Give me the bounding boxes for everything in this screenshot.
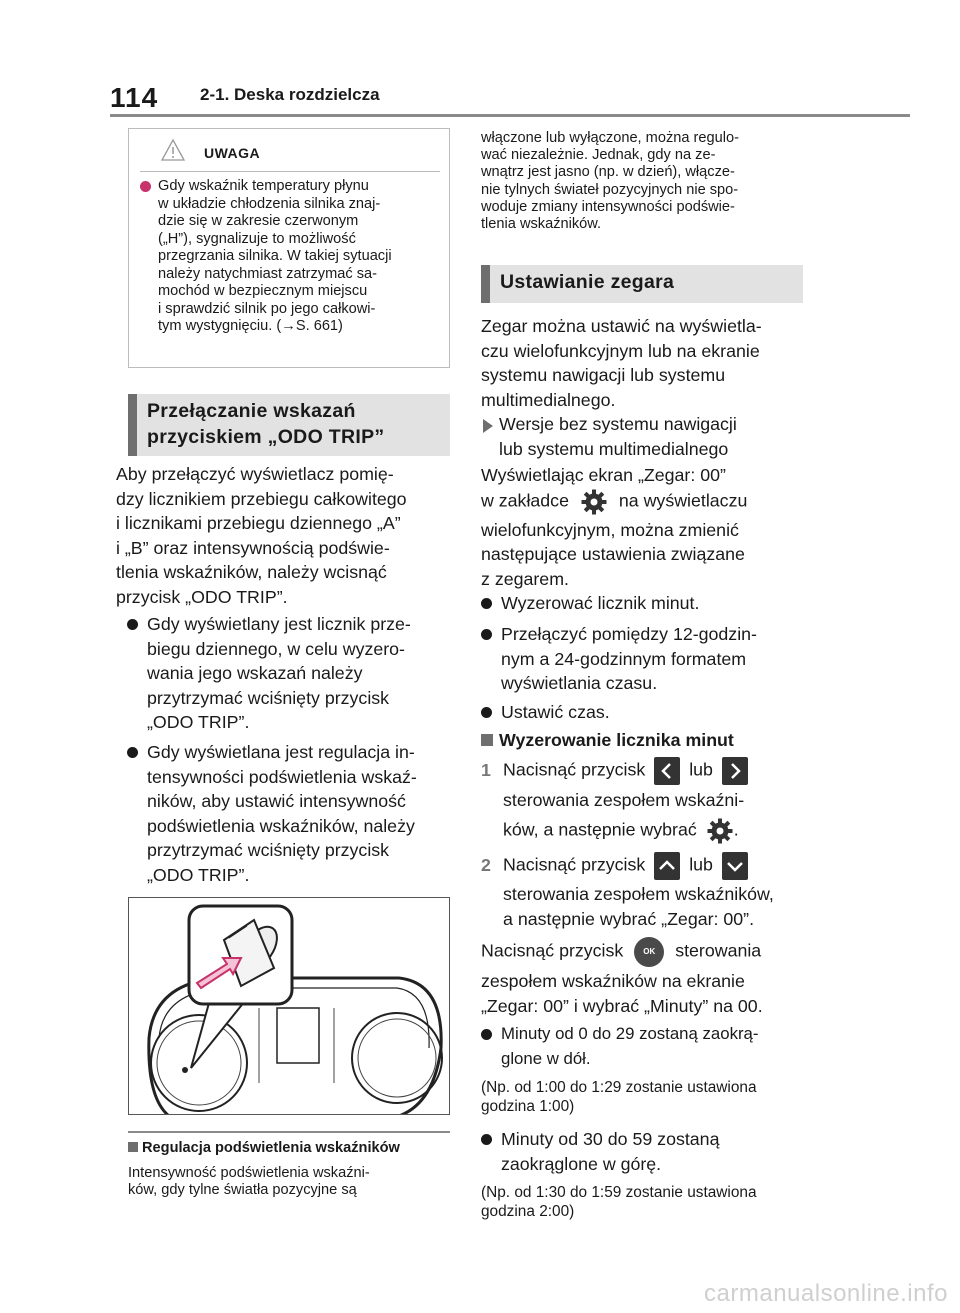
step-line: sterowania zespołem wskaźni- — [503, 790, 745, 810]
step-text: lub — [689, 854, 713, 875]
description-text: na wyświetlaczu — [618, 490, 748, 511]
description-text: w zakładce — [481, 490, 569, 511]
bullet-line: podświetlenia wskaźników, należy — [147, 815, 415, 836]
bullet-line: tensywności podświetlenia wskaź- — [147, 766, 417, 787]
warning-line: należy natychmiast zatrzymać sa- — [158, 265, 377, 282]
step-number: 1 — [481, 760, 491, 780]
warning-header — [140, 138, 440, 166]
step-text: Nacisnąć przycisk — [503, 854, 646, 875]
bullet-dot — [127, 747, 138, 758]
bullet-line: biegu dziennego, w celu wyzero- — [147, 638, 405, 659]
warning-label: UWAGA — [204, 145, 261, 161]
warning-line: w układzie chłodzenia silnika znaj- — [158, 195, 381, 212]
bullet-line: zaokrąglone w górę. — [501, 1153, 662, 1174]
warning-bullet — [140, 181, 151, 192]
warning-line: („H”), sygnalizuje to możliwość — [158, 230, 356, 247]
odo-bullet-brightness — [127, 740, 457, 888]
odo-bullet-reset — [127, 612, 457, 735]
odo-heading — [128, 394, 450, 456]
round-up-bullet — [481, 1127, 811, 1176]
variant-line: Wersje bez systemu nawigacji — [499, 414, 737, 434]
bullet-line: „ODO TRIP”. — [147, 864, 250, 885]
odo-intro-line: tlenia wskaźników, należy wcisnąć — [116, 562, 387, 583]
step-2 — [503, 852, 823, 931]
clock-heading-text: Ustawianie zegara — [500, 271, 675, 293]
odo-heading-line: Przełączanie wskazań — [147, 400, 356, 422]
brightness-line: ków, gdy tylne światła pozycyjne są — [128, 1182, 357, 1199]
bullet-dot — [481, 1134, 492, 1145]
bullet-line: wania jego wskazań należy — [147, 663, 363, 684]
bullet-line: przytrzymać wciśnięty przycisk — [147, 687, 390, 708]
gear-icon — [706, 817, 734, 845]
header-divider — [110, 114, 910, 117]
bullet-line: Gdy wyświetlana jest regulacja in- — [147, 742, 415, 762]
description-line: Wyświetlając ekran „Zegar: 00” — [481, 465, 726, 485]
square-bullet — [481, 734, 493, 746]
brightness-line: wnątrz jest jasno (np. w dzień), włącze- — [481, 164, 735, 181]
brightness-heading-text: Regulacja podświetlenia wskaźników — [142, 1140, 400, 1156]
warning-line: mochód w bezpiecznym miejscu — [158, 283, 368, 299]
bullet-line: Przełączyć pomiędzy 12-godzin- — [501, 624, 757, 644]
brightness-line: Intensywność podświetlenia wskaźni- — [128, 1165, 370, 1181]
clock-intro-line: systemu nawigacji lub systemu — [481, 365, 726, 386]
press-line: zespołem wskaźników na ekranie — [481, 971, 745, 991]
odo-intro-line: przycisk „ODO TRIP”. — [116, 586, 288, 607]
watermark: carmanualsonline.info — [704, 1280, 948, 1307]
step-text: ków, a następnie wybrać — [503, 819, 697, 840]
clock-intro-line: multimedialnego. — [481, 389, 616, 410]
section-title: 2-1. Deska rozdzielcza — [200, 85, 380, 104]
description-line: z zegarem. — [481, 568, 569, 589]
note-line: godzina 2:00) — [481, 1203, 575, 1220]
gear-icon — [580, 488, 608, 516]
clock-heading — [481, 265, 803, 303]
step-line — [503, 852, 823, 882]
step-line: a następnie wybrać „Zegar: 00”. — [503, 908, 755, 929]
odo-intro-line: i licznikami przebiegu dziennego „A” — [116, 513, 401, 534]
odo-intro-line: Aby przełączyć wyświetlacz pomię- — [116, 464, 394, 484]
round-up-note — [481, 1183, 811, 1221]
warning-line: i sprawdzić silnik po jego całkowi- — [158, 300, 376, 317]
odo-intro — [116, 462, 456, 610]
instrument-cluster-figure — [128, 897, 450, 1115]
right-arrow-key-icon — [722, 757, 748, 785]
press-ok-instruction — [481, 937, 821, 1018]
step-number: 2 — [481, 855, 491, 875]
step-text: lub — [689, 759, 713, 780]
step-line — [503, 817, 823, 849]
step-line: sterowania zespołem wskaźników, — [503, 884, 774, 904]
clock-intro — [481, 314, 821, 412]
bullet-line: ników, aby ustawić intensywność — [147, 791, 406, 812]
step-line — [503, 757, 823, 787]
bullet-line: Minuty od 0 do 29 zostaną zaokrą- — [501, 1024, 759, 1043]
clock-variant — [499, 412, 819, 461]
bullet-line: nym a 24-godzinnym formatem — [501, 648, 747, 669]
up-arrow-key-icon — [654, 852, 680, 880]
clock-description — [481, 463, 821, 591]
note-line: (Np. od 1:00 do 1:29 zostanie ustawiona — [481, 1079, 757, 1096]
brightness-text — [128, 1165, 458, 1199]
bullet-dot — [481, 598, 492, 609]
step-1 — [503, 757, 823, 849]
warning-line: przegrzania silnika. W takiej sytuacji — [158, 248, 392, 264]
reset-minutes-heading — [481, 730, 734, 751]
clock-option-format — [481, 622, 811, 696]
warning-line: dzie się w zakresie czerwonym — [158, 213, 359, 229]
down-arrow-key-icon — [722, 852, 748, 880]
brightness-continued — [481, 130, 811, 233]
square-bullet — [128, 1142, 138, 1152]
reset-minutes-heading-text: Wyzerowanie licznika minut — [499, 730, 734, 750]
warning-triangle-icon — [160, 138, 186, 162]
bullet-dot — [127, 619, 138, 630]
bullet-line: „ODO TRIP”. — [147, 712, 250, 733]
bullet-line: glone w dół. — [501, 1048, 591, 1068]
brightness-heading — [128, 1140, 400, 1156]
brightness-line: tlenia wskaźników. — [481, 216, 602, 233]
brightness-line: włączone lub wyłączone, można regulo- — [481, 130, 739, 146]
press-line — [481, 937, 821, 969]
warning-text — [140, 178, 445, 336]
bullet-dot — [481, 1029, 492, 1040]
press-line: „Zegar: 00” i wybrać „Minuty” na 00. — [481, 995, 763, 1016]
round-down-bullet — [481, 1022, 811, 1071]
clock-option-set-time — [481, 700, 811, 725]
warning-line: tym wystygnięciu. (→S. 661) — [158, 318, 343, 334]
brightness-line: nie tylnych świateł pozycyjnych nie spo- — [481, 181, 739, 198]
step-text: Nacisnąć przycisk — [503, 759, 646, 780]
clock-intro-line: Zegar można ustawić na wyświetla- — [481, 316, 762, 336]
brightness-line: woduje zmiany intensywności podświe- — [481, 198, 735, 215]
warning-line: Gdy wskaźnik temperatury płynu — [158, 178, 369, 194]
clock-intro-line: czu wielofunkcyjnym lub na ekranie — [481, 340, 760, 361]
bullet-line: przytrzymać wciśnięty przycisk — [147, 840, 390, 861]
description-line — [481, 488, 821, 518]
note-line: godzina 1:00) — [481, 1098, 575, 1115]
instrument-cluster-illustration — [129, 898, 450, 1115]
bullet-dot — [481, 707, 492, 718]
bullet-line: Wyzerować licznik minut. — [501, 593, 700, 613]
variant-line: lub systemu multimedialnego — [499, 438, 729, 459]
ok-button-icon: OK — [634, 937, 664, 967]
variant-arrow-icon — [483, 419, 493, 433]
press-text: Nacisnąć przycisk — [481, 940, 624, 961]
description-line: następujące ustawienia związane — [481, 544, 745, 565]
brightness-line: wać niezależnie. Jednak, gdy na ze- — [481, 147, 716, 164]
press-text: sterowania — [675, 940, 762, 961]
clock-option-reset-minutes — [481, 591, 811, 616]
bullet-line: wyświetlania czasu. — [501, 673, 658, 694]
page-number: 114 — [110, 82, 159, 113]
warning-divider — [140, 171, 440, 172]
bullet-line: Minuty od 30 do 59 zostaną — [501, 1129, 720, 1149]
bullet-line: Ustawić czas. — [501, 702, 610, 722]
round-down-note — [481, 1078, 811, 1116]
odo-heading-line: przyciskiem „ODO TRIP” — [147, 426, 385, 448]
bullet-dot — [481, 629, 492, 640]
odo-intro-line: dzy licznikiem przebiegu całkowitego — [116, 488, 407, 509]
left-arrow-key-icon — [654, 757, 680, 785]
figure-divider — [128, 1131, 450, 1133]
note-line: (Np. od 1:30 do 1:59 zostanie ustawiona — [481, 1184, 757, 1201]
bullet-line: Gdy wyświetlany jest licznik prze- — [147, 614, 411, 634]
odo-intro-line: i „B” oraz intensywnością podświe- — [116, 537, 390, 558]
description-line: wielofunkcyjnym, można zmienić — [481, 519, 739, 540]
step-text: . — [733, 819, 739, 840]
